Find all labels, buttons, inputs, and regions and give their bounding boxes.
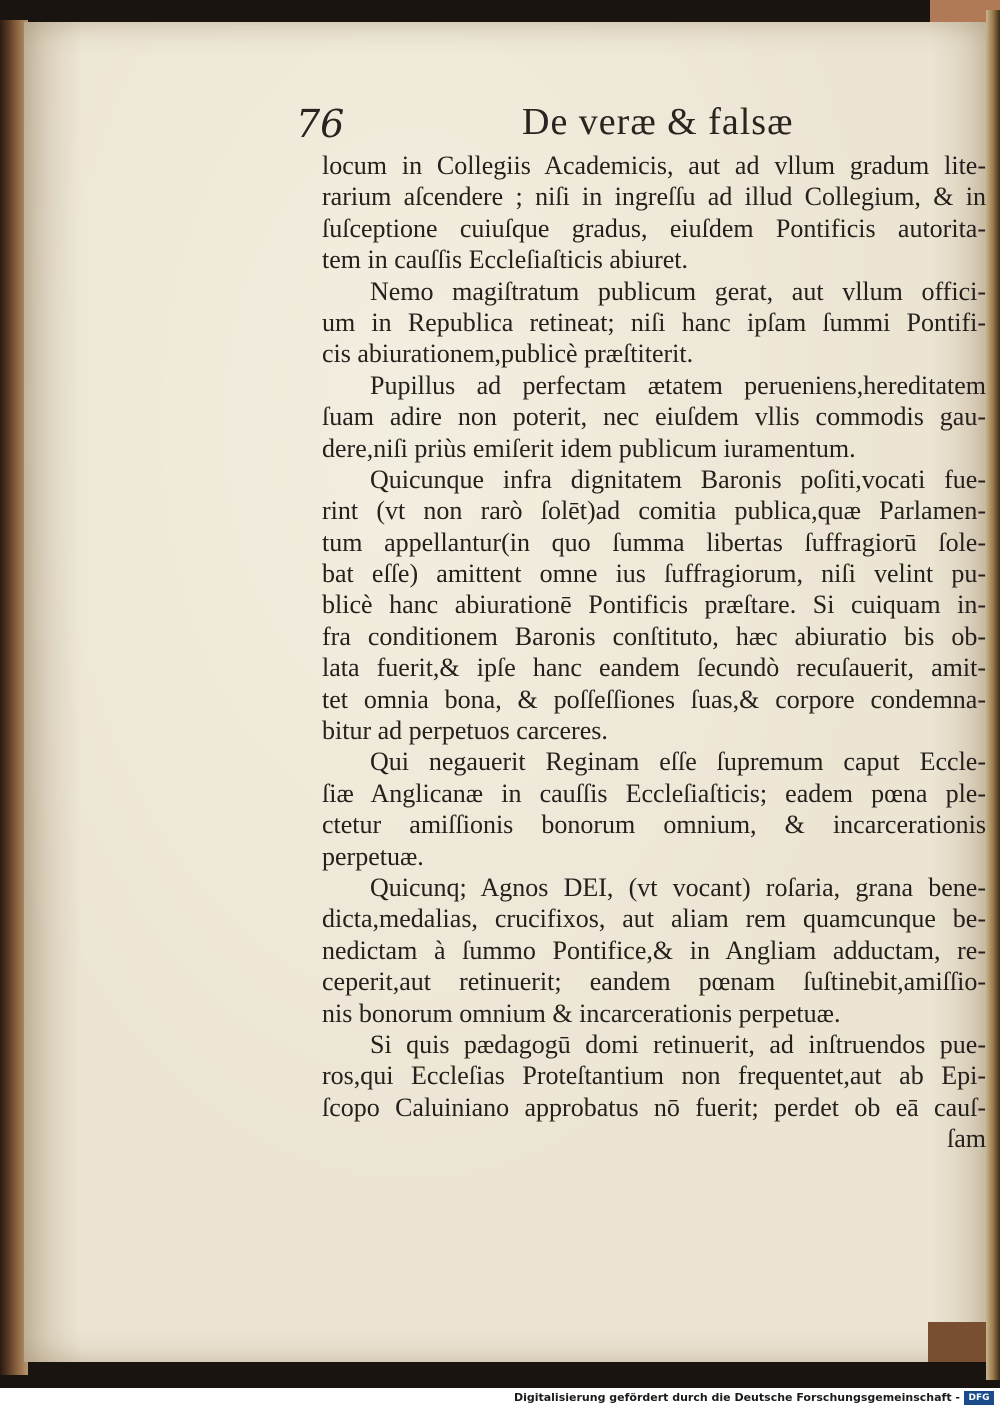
footer-bar [0,1388,1000,1408]
text-line: rint (vt non rarò ſolēt)ad comitia publica,quæ Parlamen- [322,496,986,526]
text-line: nedictam à ſummo Pontifice,& in Angliam adductam, re- [322,935,986,965]
text-line: ceperit,aut retinuerit; eandem pœnam ſuſtinebit,amiſſio- [322,967,986,997]
text-line: Quicunque infra dignitatem Baronis poſiti,vocati fue- [370,464,986,494]
text-line: um in Republica retineat; niſi hanc ipſam ſummi Pontifi- [322,307,986,337]
text-line: dere,niſi priùs emiſerit idem publicum iuramentum. [322,433,856,463]
dfg-logo: DFG [964,1391,994,1405]
text-line: nis bonorum omnium & incarcerationis perpetuæ. [322,998,841,1028]
text-line: cis abiurationem,publicè præſtiterit. [322,339,694,369]
page-number: 76 [296,102,345,146]
text-line: blicè hanc abiurationē Pontificis præſtare. Si cuiquam in- [322,590,986,620]
text-line: Qui negauerit Reginam eſſe ſupremum caput Eccle- [370,747,986,777]
running-head: De veræ & falsæ [522,101,794,143]
book-cover-corner-bottom [928,1322,986,1362]
text-line: Si quis pædagogū domi retinuerit, ad inſtruendos pue- [370,1029,986,1059]
text-line: tet omnia bona, & poſſeſſiones ſuas,& corpore condemna- [322,684,986,714]
text-line: Pupillus ad perfectam ætatem perueniens,hereditatem [370,370,986,400]
text-line: bat eſſe) amittent omne ius ſuffragiorum, niſi velint pu- [322,559,986,589]
text-line: rarium aſcendere ; niſi in ingreſſu ad illud Collegium, & in [322,182,986,212]
text-line: perpetuæ. [322,841,424,871]
funding-credit: Digitalisierung gefördert durch die Deutsche Forschungsgemeinschaft - [513,1391,960,1404]
text-line: ſiæ Anglicanæ in cauſſis Eccleſiaſticis; eadem pœna ple- [322,778,986,808]
text-line: dicta,medalias, crucifixos, aut aliam rem quamcunque be- [322,904,986,934]
body-text [322,150,986,1155]
text-line: tum appellantur(in quo ſumma libertas ſuffragiorū ſole- [322,527,986,557]
text-line: ros,qui Eccleſias Proteſtantium non frequentet,aut ab Epi- [322,1061,986,1091]
text-line: fra conditionem Baronis conſtituto, hæc abiuratio bis ob- [322,621,986,651]
page-header [290,100,990,150]
text-line: bitur ad perpetuos carceres. [322,716,608,746]
text-line: locum in Collegiis Academicis, aut ad vllum gradum lite- [322,151,986,180]
text-line: tem in cauſſis Eccleſiaſticis abiuret. [322,245,689,275]
text-line: ſuam adire non poterit, nec eiuſdem vllis commodis gau- [322,402,986,432]
page-edge [986,10,1000,1380]
text-line: Quicunq; Agnos DEI, (vt vocant) roſaria, grana bene- [370,872,986,902]
text-line: ſuſceptione cuiuſque gradus, eiuſdem Pontificis autorita- [322,213,986,243]
text-line: ſcopo Caluiniano approbatus nō fuerit; perdet ob eā cauſ- [322,1092,986,1122]
text-line: ctetur amiſſionis bonorum omnium, & incarcerationis [322,810,986,840]
catchword: ſam [947,1124,986,1154]
text-line: lata fuerit,& ipſe hanc eandem ſecundò recuſauerit, amit- [322,653,986,683]
text-line: Nemo magiſtratum publicum gerat, aut vllum offici- [370,276,986,306]
